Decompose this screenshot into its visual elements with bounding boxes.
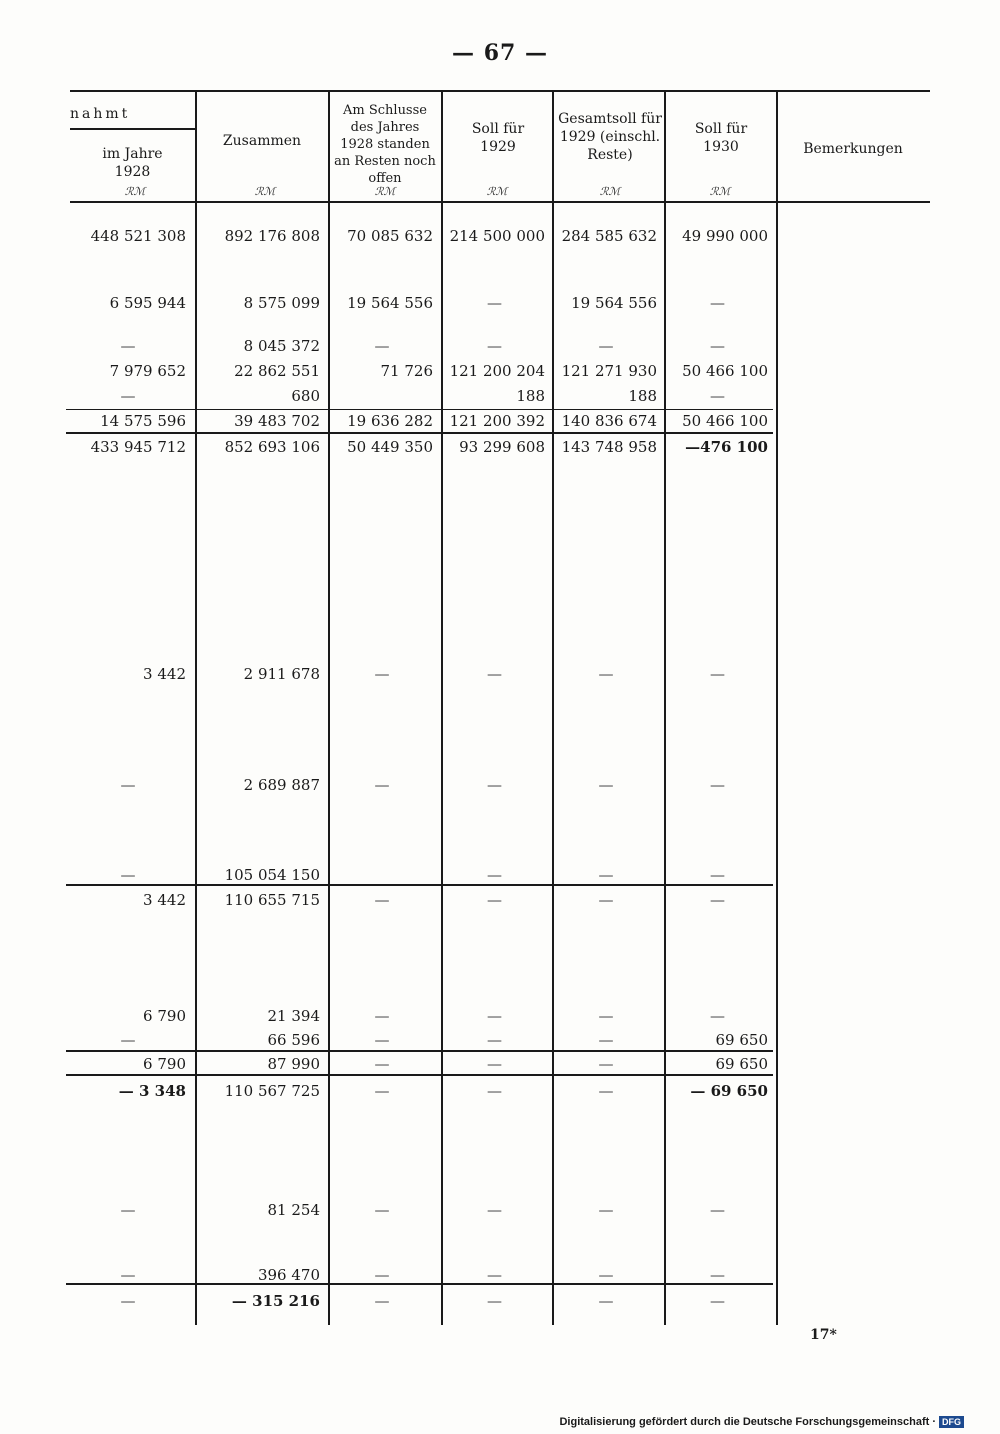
table-cell: — bbox=[120, 1292, 136, 1310]
table-cell: — bbox=[598, 337, 614, 355]
table-cell: — bbox=[710, 387, 725, 405]
sum-rule bbox=[66, 884, 773, 886]
column-divider-3 bbox=[441, 90, 443, 1325]
table-cell: 71 726 bbox=[380, 362, 433, 380]
column-divider-6 bbox=[776, 90, 778, 1325]
table-cell: — bbox=[487, 891, 502, 909]
table-cell: 21 394 bbox=[267, 1007, 320, 1025]
table-cell: — bbox=[487, 776, 502, 794]
table-cell: — bbox=[487, 1292, 502, 1310]
table-cell: — bbox=[374, 1082, 390, 1100]
sum-rule bbox=[66, 1074, 773, 1076]
table-cell: 6 790 bbox=[143, 1007, 186, 1025]
table-cell: — bbox=[120, 866, 136, 884]
header-col7: Bemerkungen bbox=[803, 141, 903, 157]
table-cell: 121 200 204 bbox=[449, 362, 545, 380]
page-number: — 67 — bbox=[452, 40, 548, 66]
table-cell: 3 442 bbox=[143, 891, 186, 909]
table-cell: — bbox=[710, 294, 725, 312]
table-cell: — bbox=[598, 776, 614, 794]
table-cell: 110 655 715 bbox=[224, 891, 320, 909]
table-cell: 50 449 350 bbox=[347, 438, 433, 456]
table-cell: 81 254 bbox=[267, 1201, 320, 1219]
table-cell: 284 585 632 bbox=[561, 227, 657, 245]
header-col2: Zusammen bbox=[222, 133, 302, 149]
table-cell: 22 862 551 bbox=[234, 362, 320, 380]
table-cell: 188 bbox=[628, 387, 657, 405]
table-cell: 2 689 887 bbox=[243, 776, 320, 794]
unit-col4: ℛℳ bbox=[486, 185, 508, 198]
table-cell: 50 466 100 bbox=[682, 412, 768, 430]
table-cell: — bbox=[120, 1201, 136, 1219]
table-cell: — bbox=[487, 1266, 502, 1284]
column-divider-2 bbox=[328, 90, 330, 1325]
table-cell: — bbox=[487, 1082, 502, 1100]
table-cell: — bbox=[598, 1201, 614, 1219]
table-cell: 19 564 556 bbox=[347, 294, 433, 312]
table-cell: — bbox=[120, 776, 136, 794]
column-divider-1 bbox=[195, 90, 197, 1325]
table-cell: — bbox=[710, 337, 725, 355]
unit-col1: ℛℳ bbox=[124, 185, 146, 198]
table-cell: 188 bbox=[516, 387, 545, 405]
table-cell: — 3 348 bbox=[118, 1082, 186, 1100]
table-cell: — bbox=[374, 665, 390, 683]
table-cell: — bbox=[710, 776, 725, 794]
table-cell: 6 595 944 bbox=[109, 294, 186, 312]
table-cell: — bbox=[598, 1055, 614, 1073]
table-cell: 448 521 308 bbox=[90, 227, 186, 245]
table-cell: — bbox=[487, 866, 502, 884]
table-cell: — bbox=[487, 1201, 502, 1219]
header-col1: im Jahre 1928 bbox=[102, 146, 163, 180]
table-cell: — bbox=[598, 1266, 614, 1284]
table-cell: — bbox=[710, 1007, 725, 1025]
column-divider-4 bbox=[552, 90, 554, 1325]
table-cell: — bbox=[598, 891, 614, 909]
column-divider-5 bbox=[664, 90, 666, 1325]
table-cell: 69 650 bbox=[715, 1055, 768, 1073]
sum-rule bbox=[66, 432, 773, 434]
table-cell: 70 085 632 bbox=[347, 227, 433, 245]
table-cell: 50 466 100 bbox=[682, 362, 768, 380]
unit-col2: ℛℳ bbox=[254, 185, 276, 198]
table-cell: — bbox=[487, 337, 502, 355]
table-cell: — bbox=[120, 337, 136, 355]
table-cell: 121 200 392 bbox=[449, 412, 545, 430]
table-cell: — 315 216 bbox=[231, 1292, 320, 1310]
table-cell: 680 bbox=[291, 387, 320, 405]
table-cell: 19 636 282 bbox=[347, 412, 433, 430]
table-cell: 433 945 712 bbox=[90, 438, 186, 456]
table-cell: — bbox=[120, 1266, 136, 1284]
table-cell: 6 790 bbox=[143, 1055, 186, 1073]
unit-col3: ℛℳ bbox=[374, 185, 396, 198]
table-cell: — bbox=[374, 1201, 390, 1219]
table-cell: 214 500 000 bbox=[449, 227, 545, 245]
digitization-footer bbox=[559, 1416, 964, 1428]
table-cell: 3 442 bbox=[143, 665, 186, 683]
table-cell: — bbox=[710, 665, 725, 683]
table-cell: 93 299 608 bbox=[459, 438, 545, 456]
table-cell: 892 176 808 bbox=[224, 227, 320, 245]
table-cell: — bbox=[487, 665, 502, 683]
table-cell: —476 100 bbox=[685, 438, 768, 456]
table-cell: 140 836 674 bbox=[561, 412, 657, 430]
table-cell: — bbox=[598, 665, 614, 683]
header-col1-top: nahmt bbox=[70, 106, 131, 122]
unit-col6: ℛℳ bbox=[709, 185, 731, 198]
table-cell: 8 575 099 bbox=[243, 294, 320, 312]
table-cell: 19 564 556 bbox=[571, 294, 657, 312]
table-cell: — bbox=[374, 1055, 390, 1073]
table-cell: — bbox=[487, 1031, 502, 1049]
table-cell: — bbox=[487, 294, 502, 312]
table-cell: 110 567 725 bbox=[224, 1082, 320, 1100]
column1-header-rule bbox=[70, 128, 195, 130]
header-col4: Soll für 1929 bbox=[471, 121, 525, 155]
table-cell: — bbox=[598, 866, 614, 884]
header-col5: Gesamtsoll für 1929 (einschl. Reste) bbox=[558, 111, 662, 163]
table-cell: — bbox=[710, 891, 725, 909]
table-cell: — bbox=[487, 1007, 502, 1025]
table-cell: 2 911 678 bbox=[243, 665, 320, 683]
table-cell: — bbox=[710, 1292, 725, 1310]
table-cell: — bbox=[598, 1292, 614, 1310]
table-cell: — bbox=[374, 891, 390, 909]
table-cell: 121 271 930 bbox=[561, 362, 657, 380]
table-cell: — bbox=[120, 1031, 136, 1049]
table-top-rule bbox=[70, 90, 930, 92]
footnote-signature: 17* bbox=[810, 1327, 837, 1343]
table-cell: 69 650 bbox=[715, 1031, 768, 1049]
table-cell: 852 693 106 bbox=[224, 438, 320, 456]
table-cell: 39 483 702 bbox=[234, 412, 320, 430]
table-cell: — bbox=[598, 1007, 614, 1025]
table-cell: — bbox=[374, 337, 390, 355]
dfg-logo: DFG bbox=[939, 1416, 964, 1428]
table-cell: — 69 650 bbox=[690, 1082, 768, 1100]
unit-col5: ℛℳ bbox=[599, 185, 621, 198]
table-cell: — bbox=[374, 776, 390, 794]
table-cell: 66 596 bbox=[267, 1031, 320, 1049]
sum-rule bbox=[66, 409, 773, 410]
table-cell: — bbox=[710, 1201, 725, 1219]
table-cell: — bbox=[710, 866, 725, 884]
table-cell: — bbox=[487, 1055, 502, 1073]
table-cell: — bbox=[120, 387, 136, 405]
table-cell: — bbox=[598, 1031, 614, 1049]
table-cell: — bbox=[374, 1007, 390, 1025]
sum-rule bbox=[66, 1050, 773, 1052]
header-col3: Am Schlusse des Jahres 1928 standen an Resten noch offen bbox=[334, 103, 436, 186]
header-col6: Soll für 1930 bbox=[694, 121, 748, 155]
table-cell: 87 990 bbox=[267, 1055, 320, 1073]
table-cell: 7 979 652 bbox=[109, 362, 186, 380]
table-cell: — bbox=[374, 1031, 390, 1049]
header-bottom-rule bbox=[70, 201, 930, 203]
table-cell: — bbox=[374, 1292, 390, 1310]
footer-text: Digitalisierung gefördert durch die Deutsche Forschungsgemeinschaft · bbox=[559, 1416, 936, 1428]
table-cell: — bbox=[374, 1266, 390, 1284]
table-cell: 105 054 150 bbox=[224, 866, 320, 884]
table-cell: 8 045 372 bbox=[243, 337, 320, 355]
table-cell: — bbox=[710, 1266, 725, 1284]
table-cell: 49 990 000 bbox=[682, 227, 768, 245]
table-cell: — bbox=[598, 1082, 614, 1100]
table-cell: 14 575 596 bbox=[100, 412, 186, 430]
table-cell: 143 748 958 bbox=[561, 438, 657, 456]
table-cell: 396 470 bbox=[257, 1266, 320, 1284]
